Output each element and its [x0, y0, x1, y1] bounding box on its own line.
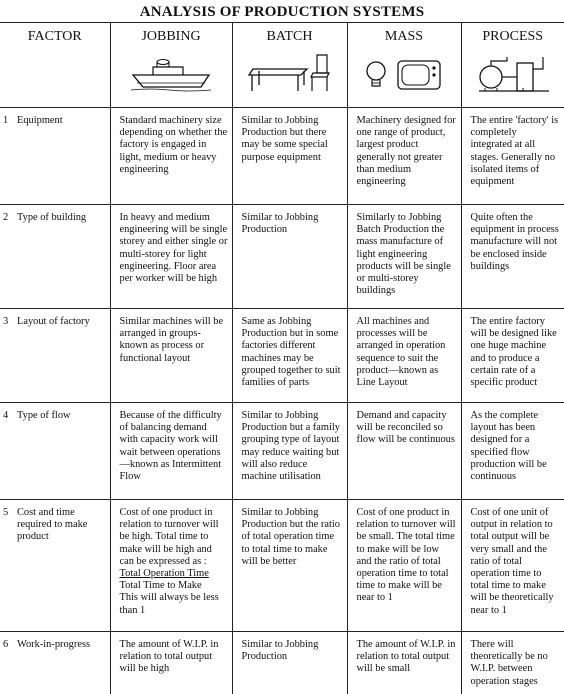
header-factor-label: FACTOR — [0, 29, 110, 45]
factor-cell — [0, 500, 110, 548]
jobbing-note: This will always be less than 1 — [120, 592, 219, 615]
jobbing-cell: Standard machinery size depending on whether the factory is engaged in light, medium or heavy engineering — [111, 108, 232, 180]
row-number: 4 — [3, 410, 17, 422]
ship-icon — [129, 53, 213, 93]
process-cell: There will theoretically be no W.I.P. between operation stages — [462, 632, 564, 692]
table-row — [0, 205, 564, 309]
ratio-denominator: Total Time to Make — [120, 580, 228, 592]
process-plant-icon — [473, 53, 553, 97]
table-row — [0, 632, 564, 694]
jobbing-cell: The amount of W.I.P. in relation to total output will be high — [111, 632, 232, 680]
header-batch — [232, 23, 347, 108]
process-cell: As the complete layout has been designed for a specified flow production will be continuous — [462, 403, 564, 487]
jobbing-text: Cost of one product in relation to turnover will be high. Total time to make will be high and can be expressed as : — [120, 507, 219, 567]
ratio-numerator: Total Operation Time — [120, 568, 228, 580]
factor-cell — [0, 309, 110, 332]
header-jobbing-label: JOBBING — [111, 29, 232, 45]
process-cell: The entire 'factory' is completely integrated at all stages. Generally no isolated items of equipment — [462, 108, 564, 192]
factor-cell — [0, 108, 110, 131]
process-cell: Cost of one unit of output in relation to total output will be very small and the ratio of total operation time to total time to make will be theoretically near to 1 — [462, 500, 564, 621]
mass-cell: The amount of W.I.P. in relation to total output will be small — [348, 632, 461, 680]
row-number: 1 — [3, 115, 17, 127]
factor-label: Type of building — [17, 212, 86, 224]
table-row — [0, 403, 564, 500]
table-chair-icon — [247, 53, 333, 95]
mass-cell: Demand and capacity will be reconciled so flow will be continuous — [348, 403, 461, 451]
process-cell: Quite often the equipment in process manufacture will not be enclosed inside buildings — [462, 205, 564, 277]
factor-cell — [0, 403, 110, 426]
factor-label: Work-in-progress — [17, 639, 90, 651]
factor-label: Cost and time required to make product — [17, 507, 108, 544]
batch-cell: Similar to Jobbing Production — [233, 205, 347, 240]
header-factor — [0, 23, 110, 108]
process-cell: The entire factory will be designed like one huge machine and to produce a certain rate of a specific product — [462, 309, 564, 393]
header-mass — [347, 23, 461, 108]
batch-cell: Same as Jobbing Production but in some factories different machines may be grouped together to suit families of parts — [233, 309, 347, 393]
table-row — [0, 500, 564, 632]
mass-cell: Similarly to Jobbing Batch Production the mass manufacture of light engineering products will be single or multi-storey buildings — [348, 205, 461, 301]
header-process — [461, 23, 564, 108]
header-batch-label: BATCH — [233, 29, 347, 45]
row-number: 3 — [3, 316, 17, 328]
jobbing-cell: In heavy and medium engineering will be single storey and either single or multi-storey for light engineering. Floor area per worker will be high — [111, 205, 232, 289]
batch-cell: Similar to Jobbing Production but a family grouping type of layout may reduce waiting but will also reduce machine utilisation — [233, 403, 347, 487]
batch-cell: Similar to Jobbing Production but there may be some special purpose equipment — [233, 108, 347, 168]
batch-cell: Similar to Jobbing Production — [233, 632, 347, 667]
mass-cell: Cost of one product in relation to turnover will be small. The total time to make will be low and the ratio of total operation time to total time to make will be near to 1 — [348, 500, 461, 609]
factor-label: Type of flow — [17, 410, 71, 422]
mass-cell: Machinery designed for one range of product, largest product generally not greater than medium engineering — [348, 108, 461, 192]
page-title: ANALYSIS OF PRODUCTION SYSTEMS — [0, 4, 564, 21]
header-process-label: PROCESS — [462, 29, 564, 45]
jobbing-cell: Similar machines will be arranged in groups-known as process or functional layout — [111, 309, 232, 369]
lightbulb-tv-icon — [362, 53, 446, 95]
jobbing-cell: Because of the difficulty of balancing demand with capacity work will wait between operations—known as Intermittent Flow — [111, 403, 232, 487]
factor-cell — [0, 205, 110, 228]
jobbing-cell — [111, 500, 232, 621]
mass-cell: All machines and processes will be arranged in operation sequence to suit the product—known as Line Layout — [348, 309, 461, 393]
batch-cell: Similar to Jobbing Production but the ratio of total operation time to total time to make will be better — [233, 500, 347, 572]
table-row — [0, 309, 564, 403]
header-row — [0, 23, 564, 108]
factor-label: Layout of factory — [17, 316, 90, 328]
factor-label: Equipment — [17, 115, 63, 127]
table-row — [0, 108, 564, 205]
production-systems-table — [0, 22, 564, 694]
row-number: 6 — [3, 639, 17, 651]
factor-cell — [0, 632, 110, 655]
header-mass-label: MASS — [348, 29, 461, 45]
header-jobbing — [110, 23, 232, 108]
row-number: 5 — [3, 507, 17, 544]
row-number: 2 — [3, 212, 17, 224]
